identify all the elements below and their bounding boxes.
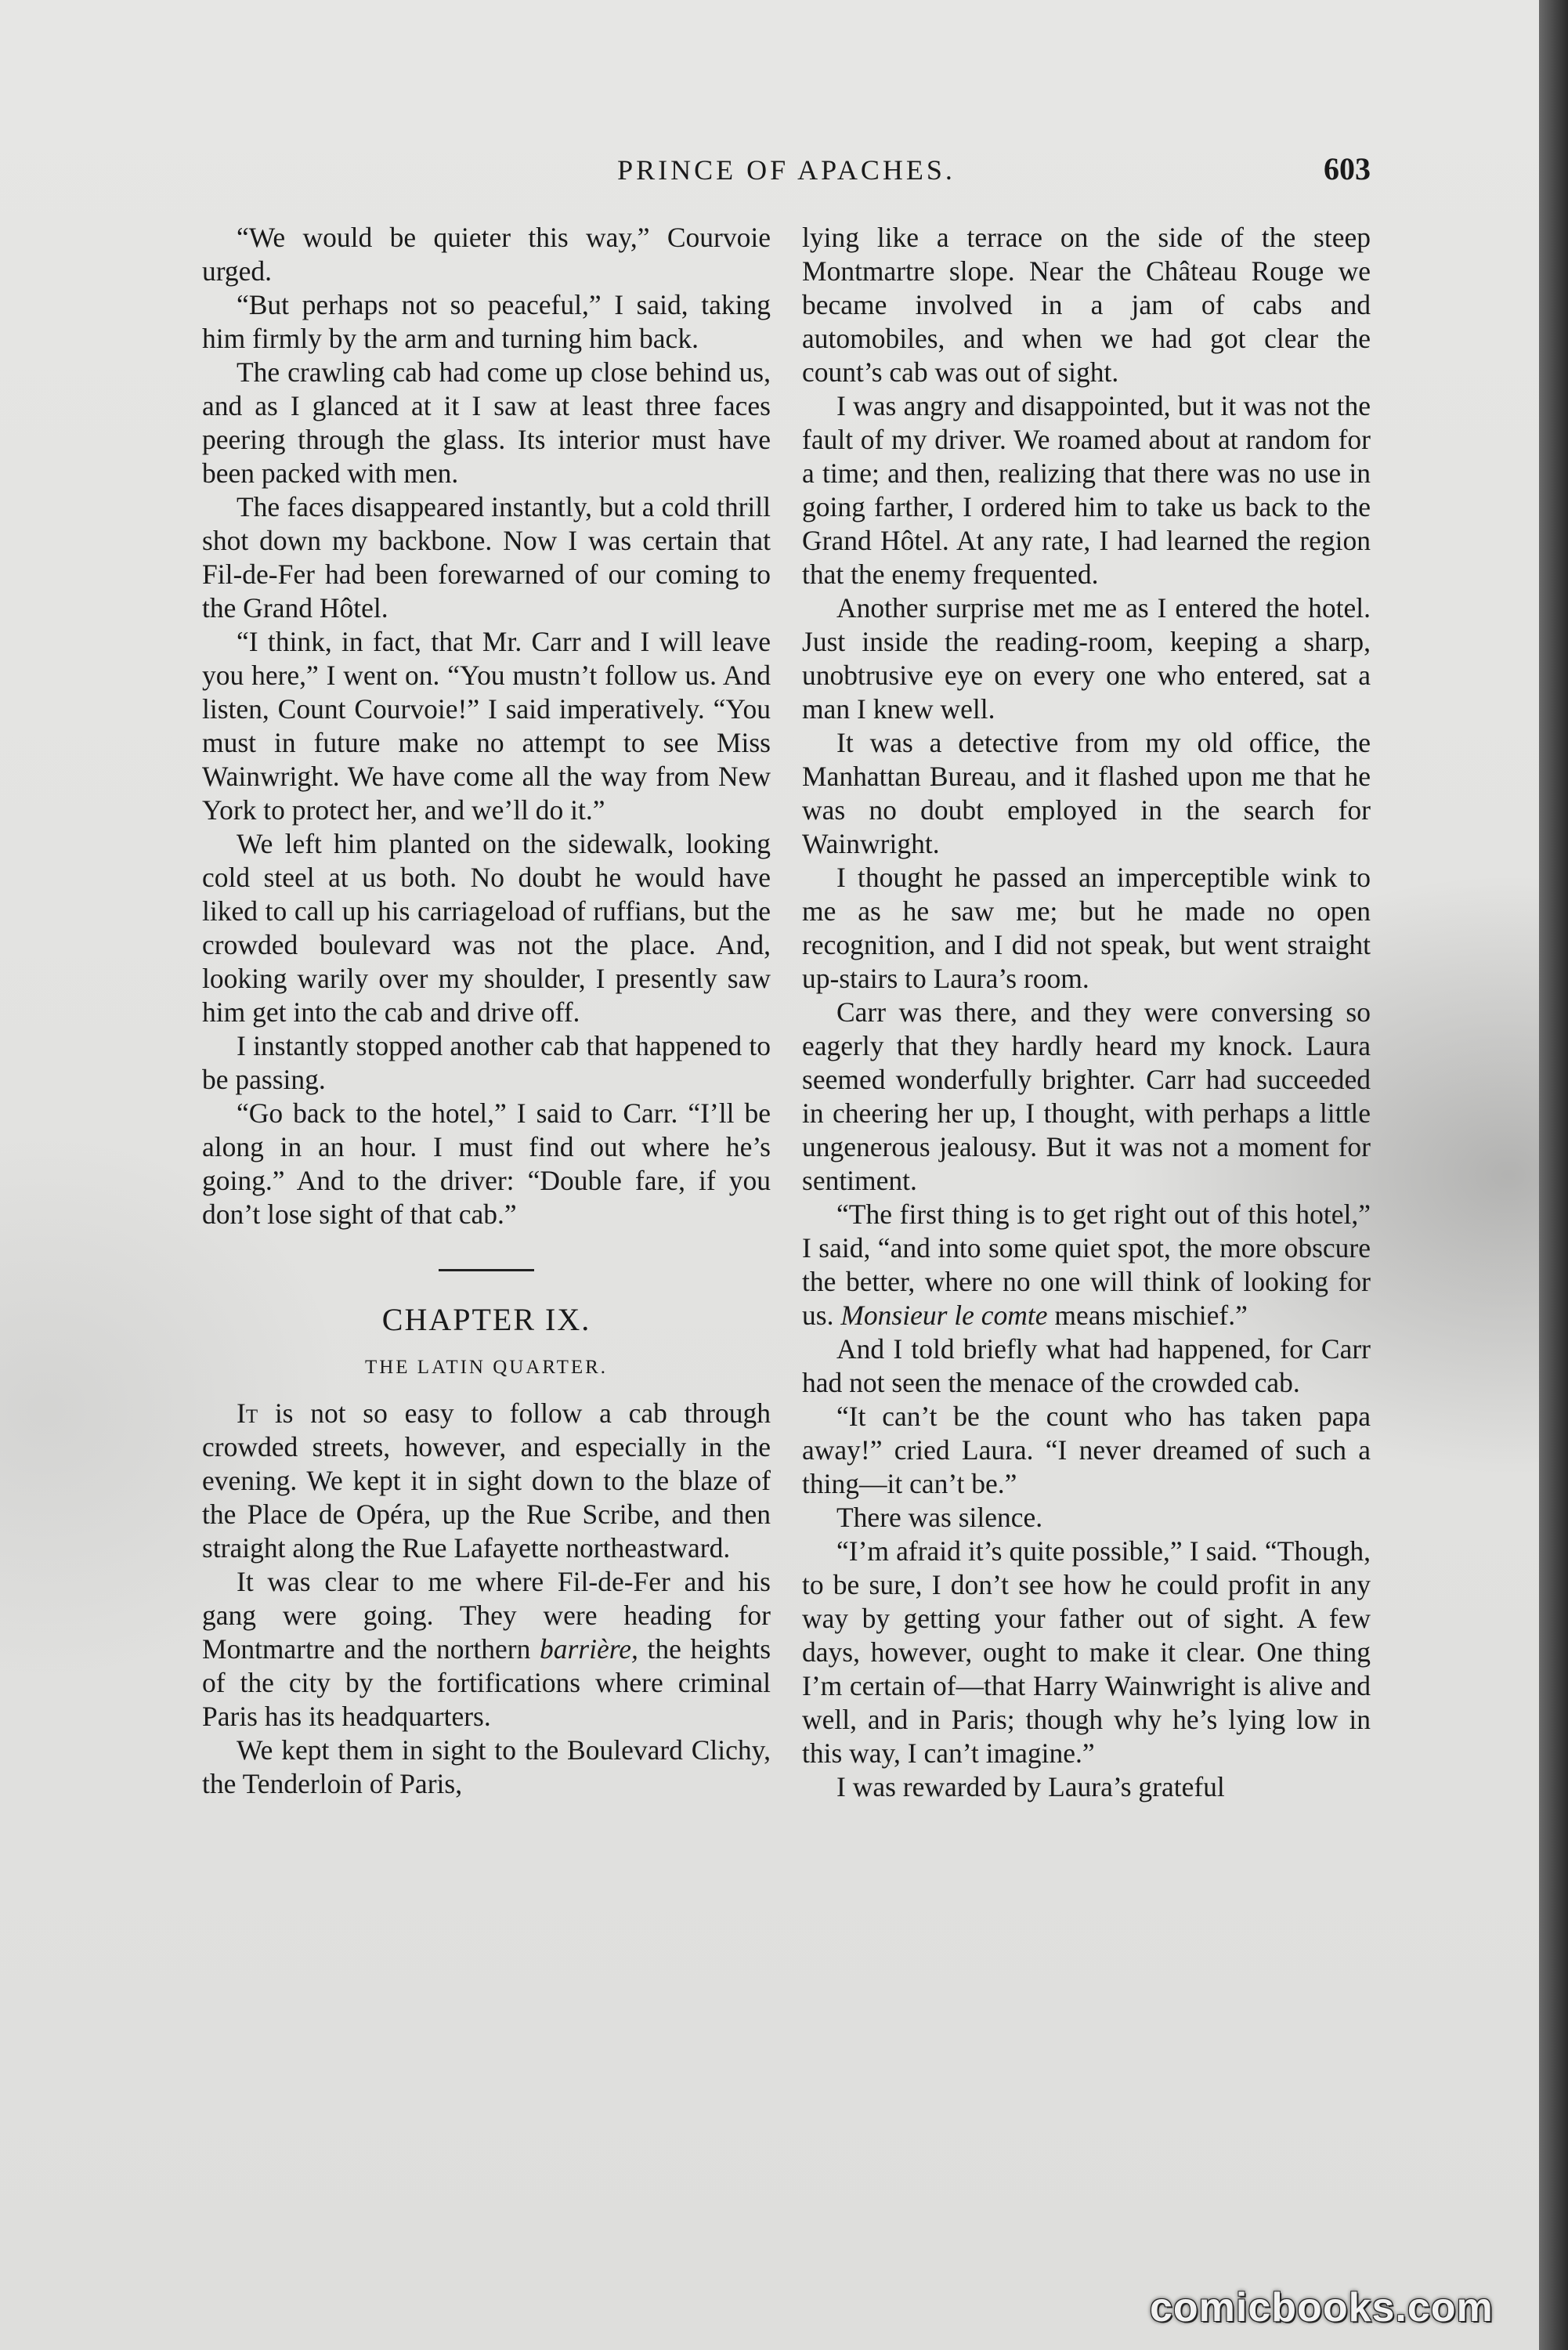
chapter-opening-paragraph <box>202 1397 771 1565</box>
chapter-heading: CHAPTER IX. <box>381 1302 591 1337</box>
scan-edge <box>1539 0 1568 2350</box>
paragraph: We left him planted on the sidewalk, looking cold steel at us both. No doubt he would have liked to call up his carriageload of ruffians, but the crowded boulevard was not the place. And, looking warily over my shoulder, I presently saw him get into the cab and drive off. <box>202 828 771 1028</box>
continued-paragraph: lying like a terrace on the side of the steep Montmartre slope. Near the Château Rouge we became involved in a jam of cabs and automobiles, and when we had got clear the count’s cab was out of sight. <box>802 222 1371 388</box>
paragraph: I thought he passed an imperceptible wink to me as he saw me; but he made no open recognition, and I did not speak, but went straight up-stairs to Laura’s room. <box>802 862 1371 994</box>
paragraph-text: means mischief.” <box>1047 1300 1248 1331</box>
paragraph: I was rewarded by Laura’s grateful <box>836 1771 1225 1802</box>
italic-phrase: Monsieur le comte <box>840 1300 1048 1331</box>
paragraph: Carr was there, and they were conversing so eagerly that they hardly heard my knock. Laura seemed wonderfully brighter. Carr had succeeded in cheering her up, I thought, with perhaps a little ungenerous jealousy. But it was not a moment for sentiment. <box>802 996 1371 1196</box>
paragraph: It was a detective from my old office, the Manhattan Bureau, and it flashed upon me that he was no doubt employed in the search for Wainwright. <box>802 727 1371 859</box>
paragraph: We kept them in sight to the Boulevard Clichy, the Tenderloin of Paris, <box>202 1734 771 1799</box>
paragraph-text: the heights of the city by the fortifications where criminal Paris has its headquarters. <box>202 1633 771 1732</box>
paragraph: There was silence. <box>836 1502 1043 1533</box>
paragraph: The faces disappeared instantly, but a cold thrill shot down my backbone. Now I was certain that Fil-de-Fer had been forewarned of our coming to the Grand Hôtel. <box>202 491 771 624</box>
paragraph: “But perhaps not so peaceful,” I said, taking him firmly by the arm and turning him back. <box>202 289 771 354</box>
page-number: 603 <box>1324 151 1371 186</box>
italic-word: barrière, <box>539 1633 638 1665</box>
paragraph-text: “The first thing is to get right out of this hotel,” I said, “and into some quiet spot, the more obscure the better, where no one will think of looking for us. <box>802 1198 1371 1331</box>
paragraph: “We would be quieter this way,” Courvoie urged. <box>202 222 771 287</box>
running-head <box>202 150 1371 190</box>
paragraph: And I told briefly what had happened, for Carr had not seen the menace of the crowded cab. <box>802 1333 1371 1398</box>
paragraph <box>802 1198 1371 1332</box>
watermark-logo: comicbooks.com <box>1150 2285 1494 2330</box>
paragraph: The crawling cab had come up close behind us, and as I glanced at it I saw at least three faces peering through the glass. Its interior must have been packed with men. <box>202 356 771 489</box>
paragraph: “I’m afraid it’s quite possible,” I said. “Though, to be sure, I don’t see how he could profit in any way by getting your father out of sight. A few days, however, ought to make it clear. One thing I’m certain of—that Harry Wainwright is alive and well, and in Paris; though why he’s lying low in this way, I can’t imagine.” <box>802 1535 1371 1769</box>
paragraph-text: It was clear to me where Fil-de-Fer and his gang were going. They were heading for Montmartre and the northern <box>202 1566 771 1665</box>
paragraph: “I think, in fact, that Mr. Carr and I will leave you here,” I went on. “You mustn’t follow us. And listen, Count Courvoie!” I said imperatively. “You must in future make no attempt to see Miss Wainwright. We have come all the way from New York to protect her, and we’ll do it.” <box>202 626 771 826</box>
section-divider <box>439 1269 534 1271</box>
running-title: PRINCE OF APACHES. <box>617 154 956 186</box>
paragraph: “It can’t be the count who has taken papa away!” cried Laura. “I never dreamed of such a thing—it can’t be.” <box>802 1401 1371 1499</box>
paragraph: “Go back to the hotel,” I said to Carr. “I’ll be along in an hour. I must find out where he’s going.” And to the driver: “Double fare, if you don’t lose sight of that cab.” <box>202 1097 771 1230</box>
small-caps-lead: It <box>237 1397 258 1429</box>
paragraph: I was angry and disappointed, but it was not the fault of my driver. We roamed about at random for a time; and then, realizing that there was no use in going farther, I ordered him to take us back to the Grand Hôtel. At any rate, I had learned the region that the enemy frequented. <box>802 390 1371 590</box>
paragraph: Another surprise met me as I entered the hotel. Just inside the reading-room, keeping a sharp, unobtrusive eye on every one who entered, sat a man I knew well. <box>802 592 1371 725</box>
paragraph: I instantly stopped another cab that happened to be passing. <box>202 1030 771 1095</box>
right-column <box>802 221 1371 1804</box>
left-column <box>202 221 771 1801</box>
paragraph-text: is not so easy to follow a cab through crowded streets, however, and especially in the evening. We kept it in sight down to the blaze of the Place de Opéra, up the Rue Scribe, and then straight along the Rue Lafayette northeastward. <box>202 1397 771 1564</box>
paragraph <box>202 1565 771 1734</box>
chapter-subtitle: THE LATIN QUARTER. <box>364 1357 609 1378</box>
